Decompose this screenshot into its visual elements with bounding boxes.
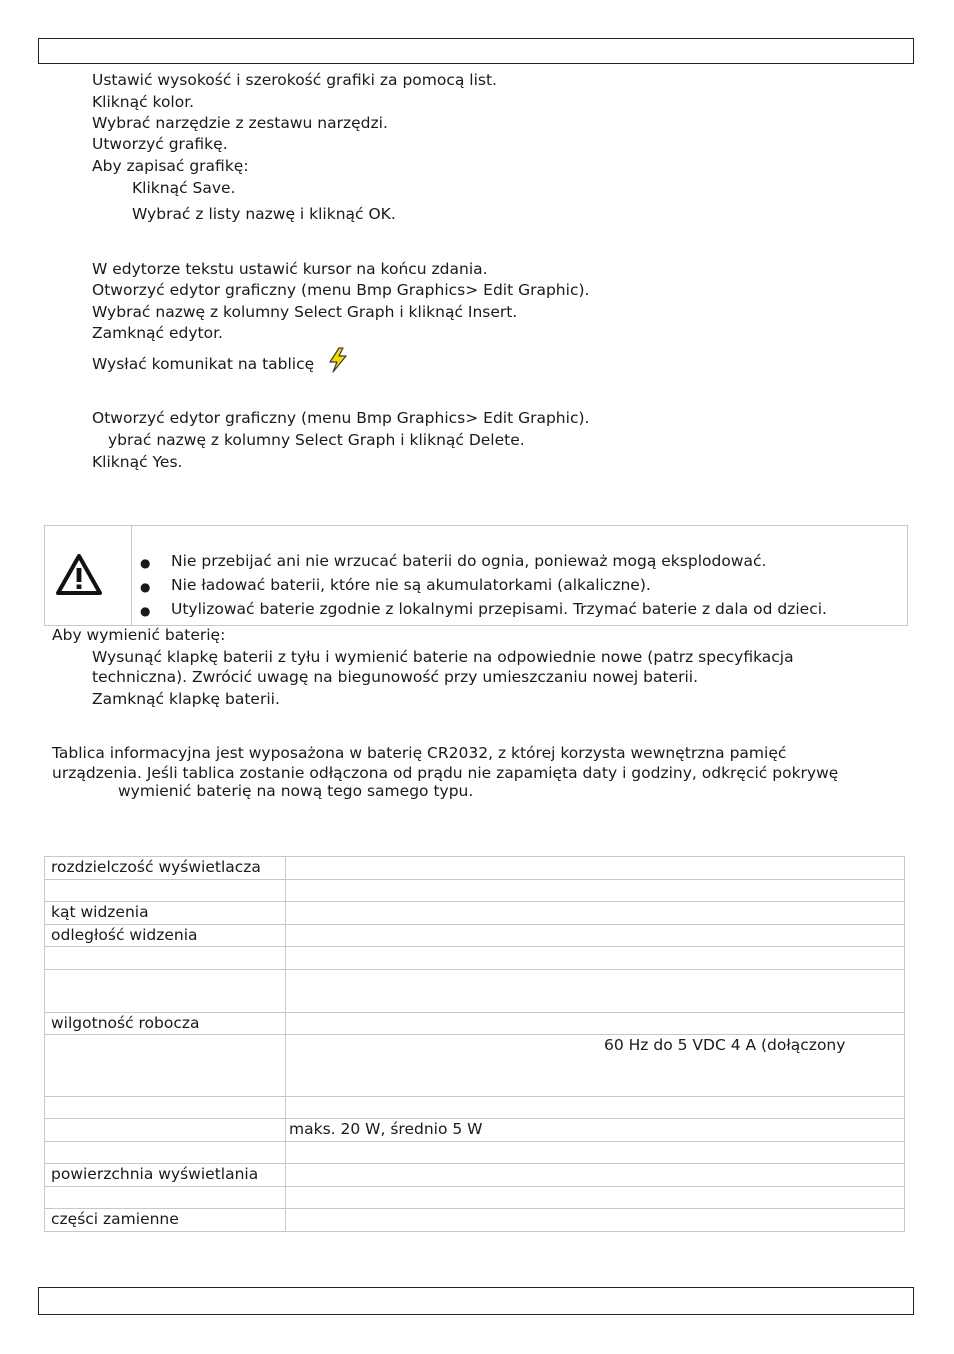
warning-triangle-icon — [55, 553, 103, 601]
step-line: Otworzyć edytor graficzny (menu Bmp Graphics> Edit Graphic). — [92, 409, 590, 427]
table-row — [45, 1164, 905, 1187]
step-line: Aby zapisać grafikę: — [92, 157, 249, 175]
spec-value — [286, 1209, 905, 1232]
spec-value — [286, 880, 905, 902]
spec-value — [286, 1097, 905, 1119]
spec-label — [45, 947, 286, 970]
warning-item: Nie ładować baterii, które nie są akumulatorkami (alkaliczne). — [171, 576, 651, 594]
spec-value — [286, 902, 905, 925]
substep-line: Wybrać z listy nazwę i kliknąć OK. — [132, 205, 396, 223]
bullet-dot: ● — [140, 580, 151, 594]
spec-label — [45, 1187, 286, 1209]
memory-paragraph: Tablica informacyjna jest wyposażona w baterię CR2032, z której korzysta wewnętrzna pamięć — [52, 744, 787, 762]
warning-divider — [131, 526, 132, 625]
table-row — [45, 925, 905, 947]
spec-label — [45, 970, 286, 1013]
spec-value — [286, 947, 905, 970]
warning-box — [44, 525, 908, 626]
memory-paragraph: wymienić baterię na nową tego samego typu. — [118, 782, 474, 800]
spec-value — [286, 857, 905, 880]
step-line: Utworzyć grafikę. — [92, 135, 228, 153]
spec-value — [286, 925, 905, 947]
spec-value: maks. 20 W, średnio 5 W — [286, 1119, 905, 1142]
warning-item: Nie przebijać ani nie wrzucać baterii do ognia, ponieważ mogą eksplodować. — [171, 552, 767, 570]
step-line: Wybrać nazwę z kolumny Select Graph i kliknąć Insert. — [92, 303, 518, 321]
lightning-icon — [327, 347, 349, 377]
bullet-dot: ● — [140, 556, 151, 570]
table-row — [45, 902, 905, 925]
spec-label: części zamienne — [45, 1209, 286, 1232]
spec-label: kąt widzenia — [45, 902, 286, 925]
spec-value — [286, 1142, 905, 1164]
table-row — [45, 1142, 905, 1164]
battery-step: Zamknąć klapkę baterii. — [92, 690, 280, 708]
spec-value — [286, 1187, 905, 1209]
table-row — [45, 880, 905, 902]
spec-value — [286, 1013, 905, 1035]
step-line: W edytorze tekstu ustawić kursor na końcu zdania. — [92, 260, 488, 278]
spec-value — [286, 970, 905, 1013]
table-row — [45, 1035, 905, 1097]
spec-label — [45, 1097, 286, 1119]
step-line: ybrać nazwę z kolumny Select Graph i kliknąć Delete. — [108, 431, 525, 449]
battery-step: Wysunąć klapkę baterii z tyłu i wymienić baterie na odpowiednie nowe (patrz specyfikacja — [92, 648, 794, 666]
spec-value: 60 Hz do 5 VDC 4 A (dołączony — [286, 1035, 905, 1097]
table-row — [45, 1187, 905, 1209]
spec-value — [286, 1164, 905, 1187]
spec-label — [45, 1119, 286, 1142]
step-line: Wysłać komunikat na tablicę — [92, 355, 315, 373]
step-line: Kliknąć kolor. — [92, 93, 195, 111]
table-row — [45, 970, 905, 1013]
step-line: Ustawić wysokość i szerokość grafiki za pomocą list. — [92, 71, 497, 89]
spec-label — [45, 1035, 286, 1097]
table-row — [45, 857, 905, 880]
warning-item: Utylizować baterie zgodnie z lokalnymi przepisami. Trzymać baterie z dala od dzieci. — [171, 600, 827, 618]
substep-line: Kliknąć Save. — [132, 179, 236, 197]
page-footer-box — [38, 1287, 914, 1315]
table-row — [45, 1209, 905, 1232]
table-row — [45, 947, 905, 970]
page-header-box — [38, 38, 914, 64]
specs-table — [44, 856, 905, 1232]
memory-paragraph: urządzenia. Jeśli tablica zostanie odłączona od prądu nie zapamięta daty i godziny, odkręcić pokrywę — [52, 764, 839, 782]
bullet-dot: ● — [140, 604, 151, 618]
battery-intro: Aby wymienić baterię: — [52, 626, 226, 644]
table-row — [45, 1097, 905, 1119]
step-line: Wybrać narzędzie z zestawu narzędzi. — [92, 114, 388, 132]
spec-label: odległość widzenia — [45, 925, 286, 947]
table-row — [45, 1013, 905, 1035]
spec-label: powierzchnia wyświetlania — [45, 1164, 286, 1187]
step-line: Zamknąć edytor. — [92, 324, 223, 342]
spec-label: rozdzielczość wyświetlacza — [45, 857, 286, 880]
step-line: Otworzyć edytor graficzny (menu Bmp Graphics> Edit Graphic). — [92, 281, 590, 299]
step-line: Kliknąć Yes. — [92, 453, 183, 471]
table-row — [45, 1119, 905, 1142]
spec-label — [45, 880, 286, 902]
battery-step: techniczna). Zwrócić uwagę na biegunowość przy umieszczaniu nowej baterii. — [92, 668, 699, 686]
spec-label — [45, 1142, 286, 1164]
spec-label: wilgotność robocza — [45, 1013, 286, 1035]
